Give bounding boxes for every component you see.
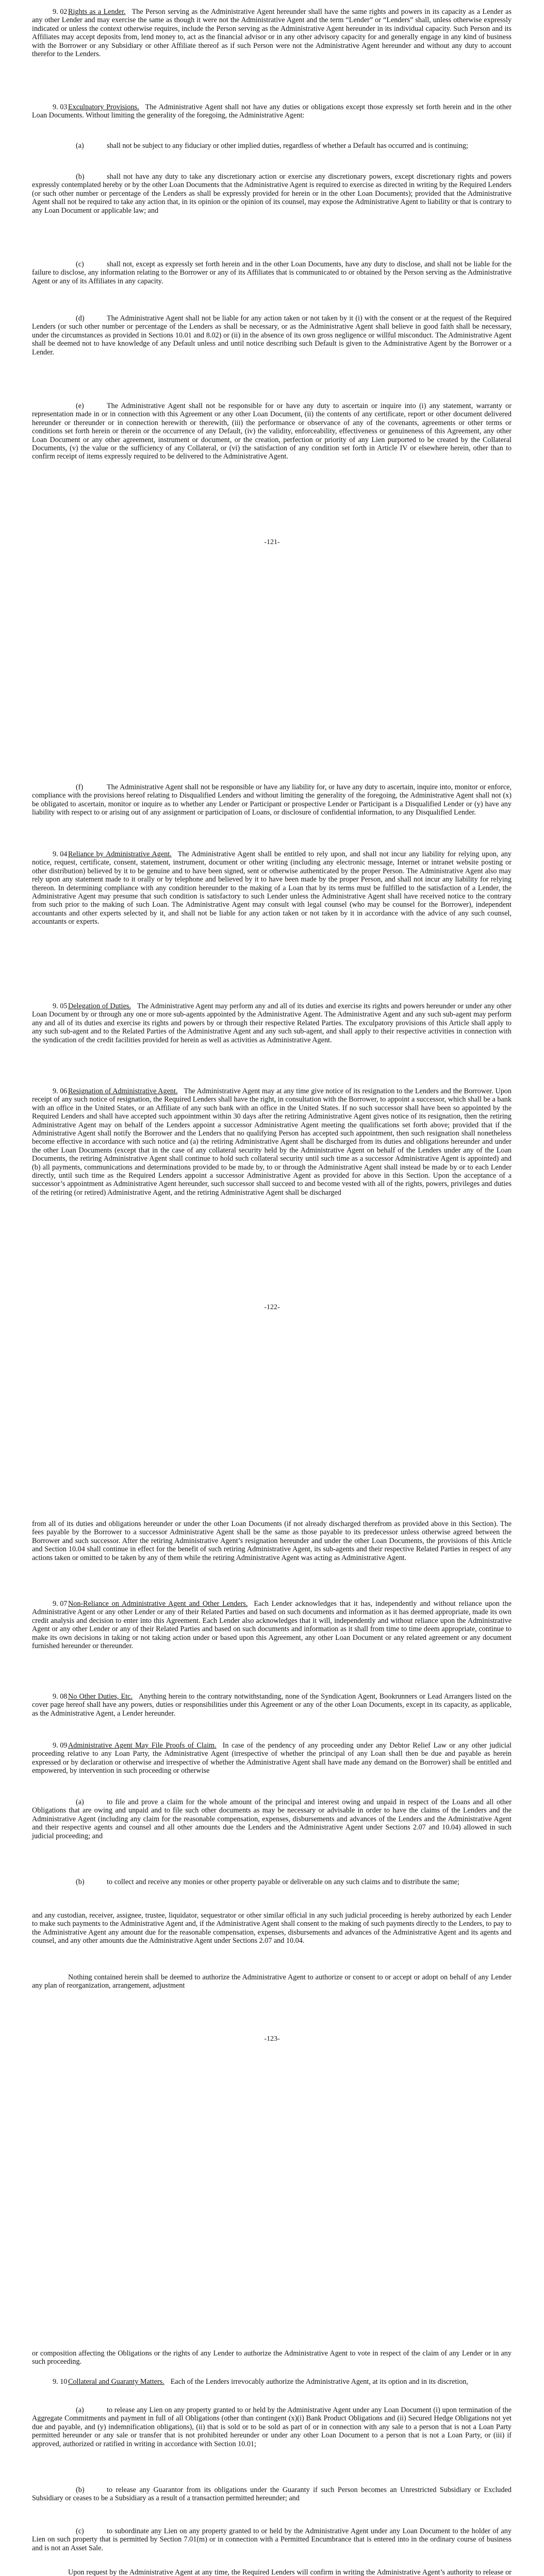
page-number: -121- — [264, 538, 280, 546]
clause-e: (e) The Administrative Agent shall not be responsible for or have any duty to ascertain or inquire into (i) any statement, warranty or representation made in or in connection with this Agreement or any other Loan Document, (ii) the contents of any certificate, report or other document delivered hereunder or thereunder or in connection herewith or therewith, (iii) the performance or observance of any of the covenants, agreements or other terms or conditions set forth herein or therein or the occurrence of any Default, (iv) the validity, enforceability, effectiveness or genuineness of this Agreement, any other Loan Document or any other agreement, instrument or document, or the creation, perfection or priority of any Lien purported to be created by the Collateral Documents, (v) the value or the sufficiency of any Collateral, or (vi) the satisfaction of any condition set forth in Article IV or elsewhere herein, other than to confirm receipt of items expressly required to be delivered to the Administrative Agent. — [32, 402, 512, 461]
section-heading: Reliance by Administrative Agent. — [68, 850, 172, 858]
clause-f: (f) The Administrative Agent shall not be responsible or have any liability for, or have any duty to ascertain, inquire into, monitor or enforce, compliance with the provisions hereof relating to Disqualified Lenders and without limiting the generality of the foregoing, the Administrative Agent shall not (x) be obligated to ascertain, monitor or inquire as to whether any Lender or Participant or prospective Lender or Participant is a Disqualified Lender or (y) have any liability with respect to or arising out of any assignment or participation of Loans, or disclosure of confidential information, to any Disqualified Lender. — [32, 783, 512, 817]
paragraph-custodian: and any custodian, receiver, assignee, trustee, liquidator, sequestrator or other similar official in any such judicial proceeding is hereby authorized by each Lender to make such payments to the Administrative Agent and, if the Administrative Agent shall consent to the making of such payments directly to the Lenders, to pay to the Administrative Agent any amount due for the reasonable compensation, expenses, disbursements and advances of the Administrative Agent and its agents and counsel, and any other amounts due the Administrative Agent under Sections 2.07 and 10.04. — [32, 1911, 512, 1945]
paragraph-nothing-contained: Nothing contained herein shall be deemed to authorize the Administrative Agent to authorize or consent to or accept or adopt on behalf of any Lender any plan of reorganization, arrangement, adjustment — [32, 1973, 512, 1990]
clause-d: (d) The Administrative Agent shall not be liable for any action taken or not taken by it (i) with the consent or at the request of the Required Lenders (or such other number or percentage of the Lenders as shall be necessary, or as the Administrative Agent shall believe in good faith shall be necessary, under the circumstances as provided in Sections 10.01 and 8.02) or (ii) in the absence of its own gross negligence or willful misconduct. The Administrative Agent shall be deemed not to have knowledge of any Default unless and until notice describing such Default is given to the Administrative Agent by the Borrower or a Lender. — [32, 314, 512, 357]
section-heading: Rights as a Lender. — [68, 8, 126, 16]
section-heading: Resignation of Administrative Agent. — [68, 1087, 178, 1095]
section-9-08: 9. 08 No Other Duties, Etc. Anything herein to the contrary notwithstanding, none of the Syndication Agent, Bookrunners or Lead Arrangers listed on the cover page hereof shall have any powers, duties or responsibilities under this Agreement or any of the other Loan Documents, except in its capacity, as applicable, as the Administrative Agent, a Lender hereunder. — [32, 1692, 512, 1718]
section-9-06: 9. 06 Resignation of Administrative Agent. The Administrative Agent may at any time give notice of its resignation to the Lenders and the Borrower. Upon receipt of any such notice of resignation, the Required Lenders shall have the right, in consultation with the Borrower, to appoint a successor, which shall be a bank with an office in the United States, or an Affiliate of any such bank with an office in the United States. If no such successor shall have been so appointed by the Required Lenders and shall have accepted such appointment within 30 days after the retiring Administrative Agent gives notice of its resignation, then the retiring Administrative Agent may on behalf of the Lenders appoint a successor Administrative Agent meeting the qualifications set forth above; provided that if the Administrative Agent shall notify the Borrower and the Lenders that no qualifying Person has accepted such appointment, then such resignation shall nonetheless become effective in accordance with such notice and (a) the retiring Administrative Agent shall be discharged from its duties and obligations hereunder and under the other Loan Documents (except that in the case of any collateral security held by the Administrative Agent on behalf of the Lenders under any of the Loan Documents, the retiring Administrative Agent shall continue to hold such collateral security until such time as a successor Administrative Agent is appointed) and (b) all payments, communications and determinations provided to be made by, to or through the Administrative Agent shall instead be made by or to each Lender directly, until such time as the Required Lenders appoint a successor Administrative Agent as provided for above in this Section. Upon the acceptance of a successor’s appointment as Administrative Agent hereunder, such successor shall succeed to and become vested with all of the rights, powers, privileges and duties of the retiring (or retired) Administrative Agent, and the retiring Administrative Agent shall be discharged — [32, 1087, 512, 1197]
clause-c: (c) shall not, except as expressly set forth herein and in the other Loan Documents, have any duty to disclose, and shall not be liable for the failure to disclose, any information relating to the Borrower or any of its Affiliates that is communicated to or obtained by the Person serving as the Administrative Agent or any of its Affiliates in any capacity. — [32, 260, 512, 285]
section-9-03: 9. 03 Exculpatory Provisions. The Administrative Agent shall not have any duties or obligations except those expressly set forth herein and in the other Loan Documents. Without limiting the generality of the foregoing, the Administrative Agent: — [32, 103, 512, 120]
section-heading: Collateral and Guaranty Matters. — [68, 2378, 164, 2386]
paragraph-composition: or composition affecting the Obligations or the rights of any Lender to authorize the Administrative Agent to vote in respect of the claim of any Lender or in any such proceeding. — [32, 2349, 512, 2366]
section-heading: No Other Duties, Etc. — [68, 1692, 133, 1701]
page-number: -123- — [264, 2035, 280, 2043]
section-heading: Administrative Agent May File Proofs of Claim. — [68, 1741, 217, 1750]
section-9-02: 9. 02 Rights as a Lender. The Person serving as the Administrative Agent hereunder shall have the same rights and powers in its capacity as a Lender as any other Lender and may exercise the same as though it were not the Administrative Agent and the term “Lender” or “Lenders” shall, unless otherwise expressly indicated or unless the context otherwise requires, include the Person serving as the Administrative Agent hereunder in its individual capacity. Such Person and its Affiliates may accept deposits from, lend money to, act as the financial advisor or in any other advisory capacity for and generally engage in any kind of business with the Borrower or any Subsidiary or other Affiliate thereof as if such Person were not the Administrative Agent hereunder and without any duty to account therefor to the Lenders. — [32, 8, 512, 59]
section-heading: Exculpatory Provisions. — [68, 103, 139, 111]
section-9-06-continued: from all of its duties and obligations hereunder or under the other Loan Documents (if not already discharged therefrom as provided above in this Section). The fees payable by the Borrower to a successor Administrative Agent shall be the same as those payable to its predecessor unless otherwise agreed between the Borrower and such successor. After the retiring Administrative Agent’s resignation hereunder and under the other Loan Documents, the provisions of this Article and Section 10.04 shall continue in effect for the benefit of such retiring Administrative Agent, its sub-agents and their respective Related Parties in respect of any actions taken or omitted to be taken by any of them while the retiring Administrative Agent was acting as Administrative Agent. — [32, 1520, 512, 1562]
page-number: -122- — [264, 1303, 280, 1311]
section-heading: Non-Reliance on Administrative Agent and Other Lenders. — [68, 1600, 248, 1608]
section-9-10: 9. 10 Collateral and Guaranty Matters. Each of the Lenders irrevocably authorize the Administrative Agent, at its option and in its discretion, — [53, 2378, 468, 2386]
section-9-04: 9. 04 Reliance by Administrative Agent. The Administrative Agent shall be entitled to rely upon, and shall not incur any liability for relying upon, any notice, request, certificate, consent, statement, instrument, document or other writing (including any electronic message, Internet or intranet website posting or other distribution) believed by it to be genuine and to have been signed, sent or otherwise authenticated by the proper Person. The Administrative Agent also may rely upon any statement made to it orally or by telephone and believed by it to have been made by the proper Person, and shall not incur any liability for relying thereon. In determining compliance with any condition hereunder to the making of a Loan that by its terms must be fulfilled to the satisfaction of a Lender, the Administrative Agent may presume that such condition is satisfactory to such Lender unless the Administrative Agent shall have received notice to the contrary from such prior to the making of such Loan. The Administrative Agent may consult with legal counsel (who may be counsel for the Borrower), independent accountants and other experts selected by it, and shall not be liable for any action taken or not taken by it in accordance with the advice of any such counsel, accountants or experts. — [32, 850, 512, 926]
paragraph-upon-request: Upon request by the Administrative Agent at any time, the Required Lenders will confirm in writing the Administrative Agent’s authority to release or — [68, 2568, 512, 2576]
section-heading: Delegation of Duties. — [68, 1002, 131, 1010]
clause-a: (a) shall not be subject to any fiduciary or other implied duties, regardless of whether a Default has occurred and is continuing; — [76, 142, 468, 150]
clause-c: (c) to subordinate any Lien on any property granted to or held by the Administrative Agent under any Loan Document to the holder of any Lien on such property that is permitted by Section 7.01(m) or in connection with a Permitted Encumbrance that is entered into in the ordinary course of business and is not an Asset Sale. — [32, 2527, 512, 2552]
clause-a: (a) to file and prove a claim for the whole amount of the principal and interest owing and unpaid in respect of the Loans and all other Obligations that are owing and unpaid and to file such other documents as may be necessary or advisable in order to have the claims of the Lenders and the Administrative Agent (including any claim for the reasonable compensation, expenses, disbursements and advances of the Lenders and the Administrative Agent and their respective agents and counsel and all other amounts due the Lenders and the Administrative Agent under Sections 2.07 and 10.04) allowed in such judicial proceeding; and — [32, 1798, 512, 1840]
clause-a: (a) to release any Lien on any property granted to or held by the Administrative Agent under any Loan Document (i) upon termination of the Aggregate Commitments and payment in full of all Obligations (other than contingent (x)(i) Bank Product Obligations and (ii) Secured Hedge Obligations not yet due and payable, and (y) indemnification obligations), (ii) that is sold or to be sold as part of or in connection with any sale to a person that is not a Loan Party permitted hereunder or any sale or transfer that is not prohibited hereunder or under any other Loan Document to a person that is not a Loan Party, or (iii) if approved, authorized or ratified in writing in accordance with Section 10.01; — [32, 2406, 512, 2448]
section-9-05: 9. 05 Delegation of Duties. The Administrative Agent may perform any and all of its duties and exercise its rights and powers hereunder or under any other Loan Document by or through any one or more sub-agents appointed by the Administrative Agent. The Administrative Agent and any such sub-agent may perform any and all of its duties and exercise its rights and powers by or through their respective Related Parties. The exculpatory provisions of this Article shall apply to any such sub-agent and to the Related Parties of the Administrative Agent and any such sub-agent, and shall apply to their respective activities in connection with the syndication of the credit facilities provided for herein as well as activities as Administrative Agent. — [32, 1002, 512, 1044]
section-9-07: 9. 07 Non-Reliance on Administrative Agent and Other Lenders. Each Lender acknowledges that it has, independently and without reliance upon the Administrative Agent or any other Lender or any of their Related Parties and based on such documents and information as it has deemed appropriate, made its own credit analysis and decision to enter into this Agreement. Each Lender also acknowledges that it will, independently and without reliance upon the Administrative Agent or any other Lender or any of their Related Parties and based on such documents and information as it shall from time to time deem appropriate, continue to make its own decisions in taking or not taking action under or based upon this Agreement, any other Loan Document or any related agreement or any document furnished hereunder or thereunder. — [32, 1600, 512, 1651]
clause-b: (b) shall not have any duty to take any discretionary action or exercise any discretionary powers, except discretionary rights and powers expressly contemplated hereby or by the other Loan Documents that the Administrative Agent is required to exercise as directed in writing by the Required Lenders (or such other number or percentage of the Lenders as shall be expressly provided for herein or in the other Loan Documents); provided that the Administrative Agent shall not be required to take any action that, in its opinion or the opinion of its counsel, may expose the Administrative Agent to liability or that is contrary to any Loan Document or applicable law; and — [32, 173, 512, 215]
section-9-09: 9. 09 Administrative Agent May File Proofs of Claim. In case of the pendency of any proceeding under any Debtor Relief Law or any other judicial proceeding relative to any Loan Party, the Administrative Agent (irrespective of whether the principal of any Loan shall then be due and payable as herein expressed or by declaration or otherwise and irrespective of whether the Administrative Agent shall have made any demand on the Borrower) shall be entitled and empowered, by intervention in such proceeding or otherwise — [32, 1741, 512, 1775]
clause-b: (b) to release any Guarantor from its obligations under the Guaranty if such Person becomes an Unrestricted Subsidiary or Excluded Subsidiary or ceases to be a Subsidiary as a result of a transaction permitted hereunder; and — [32, 2486, 512, 2503]
clause-b: (b) to collect and receive any monies or other property payable or deliverable on any such claims and to distribute the same; — [76, 1878, 459, 1886]
